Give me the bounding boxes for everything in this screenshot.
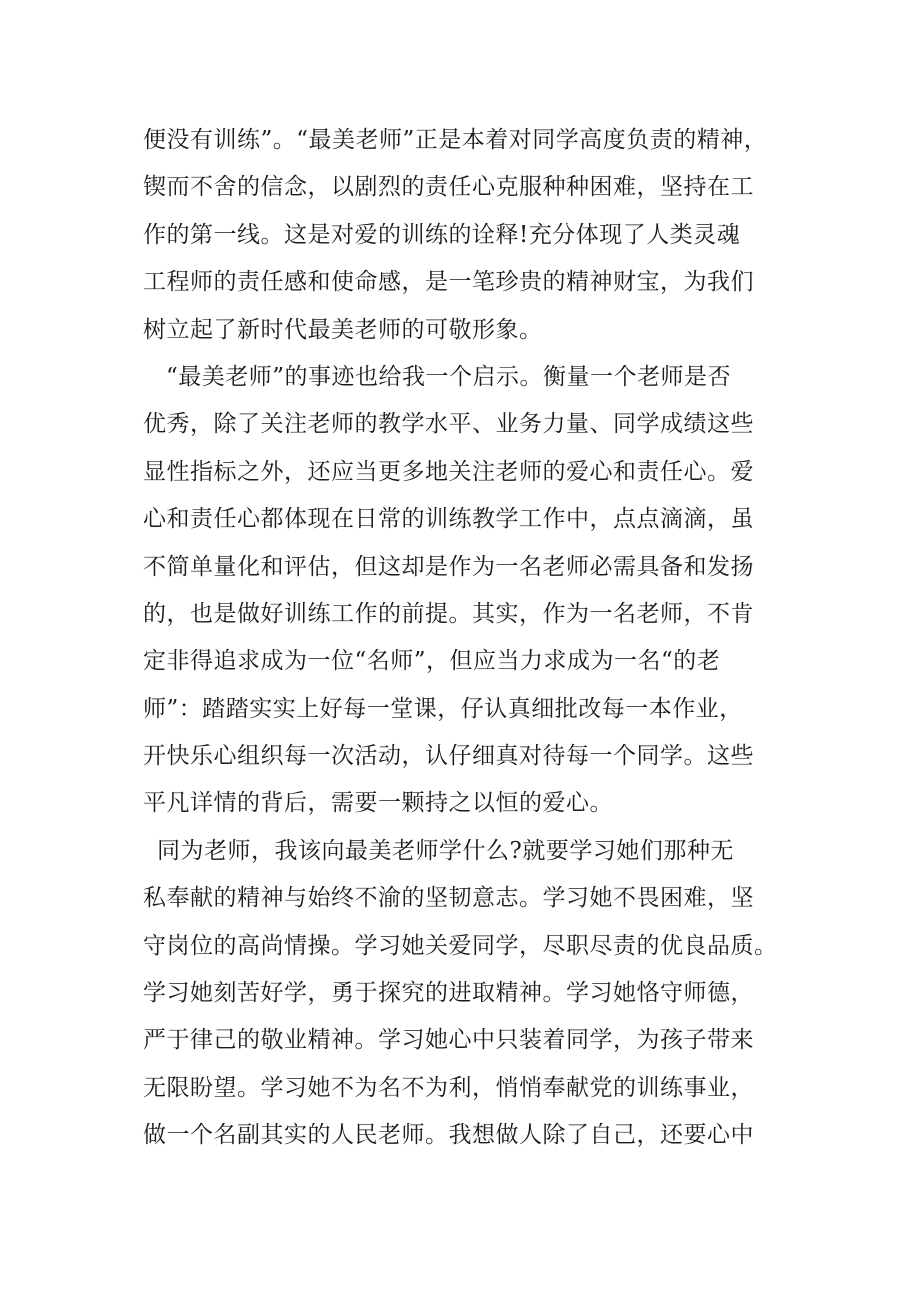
text-line: 优秀，除了关注老师的教学水平、业务力量、同学成绩这些 — [143, 411, 754, 438]
text-line: 心和责任心都体现在日常的训练教学工作中，点点滴滴，虽 — [143, 506, 754, 533]
text-line: 作的第一线。这是对爱的训练的诠释!充分体现了人类灵魂 — [143, 221, 741, 248]
text-line: 开快乐心组织每一次活动，认仔细真对待每一个同学。这些 — [143, 743, 754, 770]
body-text — [143, 117, 807, 1160]
text-line: 显性指标之外，还应当更多地关注老师的爱心和责任心。爱 — [143, 458, 754, 485]
text-line: 平凡详情的背后，需要一颗持之以恒的爱心。 — [143, 790, 613, 817]
text-line: 学习她刻苦好学，勇于探究的进取精神。学习她恪守师德， — [143, 980, 754, 1007]
text-line: 不简单量化和评估，但这却是作为一名老师必需具备和发扬 — [143, 553, 754, 580]
text-line: 守岗位的高尚情操。学习她关爱同学，尽职尽责的优良品质。 — [143, 932, 778, 959]
text-line: 定非得追求成为一位“名师”，但应当力求成为一名“的老 — [143, 648, 721, 675]
text-line: 做一个名副其实的人民老师。我想做人除了自己，还要心中 — [143, 1122, 754, 1149]
text-line: 私奉献的精神与始终不渝的坚韧意志。学习她不畏困难，坚 — [143, 885, 754, 912]
text-line: 锲而不舍的信念，以剧烈的责任心克服种种困难，坚持在工 — [143, 174, 754, 201]
text-line: 无限盼望。学习她不为名不为利，悄悄奉献党的训练事业， — [143, 1074, 754, 1101]
paragraph-start-line: “最美老师”的事迹也给我一个启示。衡量一个老师是否 — [166, 363, 732, 390]
text-line: 严于律己的敬业精神。学习她心中只装着同学，为孩子带来 — [143, 1027, 754, 1054]
text-line: 工程师的责任感和使命感，是一笔珍贵的精神财宝，为我们 — [143, 269, 754, 296]
text-line: 便没有训练”。“最美老师”正是本着对同学高度负责的精神， — [143, 127, 768, 153]
paragraph-start-line: 同为老师，我该向最美老师学什么?就要学习她们那种无 — [157, 837, 734, 864]
text-line: 的，也是做好训练工作的前提。其实，作为一名老师，不肯 — [143, 600, 754, 627]
text-line: 树立起了新时代最美老师的可敬形象。 — [143, 316, 543, 343]
text-line: 师”：踏踏实实上好每一堂课，仔认真细批改每一本作业， — [143, 695, 743, 722]
